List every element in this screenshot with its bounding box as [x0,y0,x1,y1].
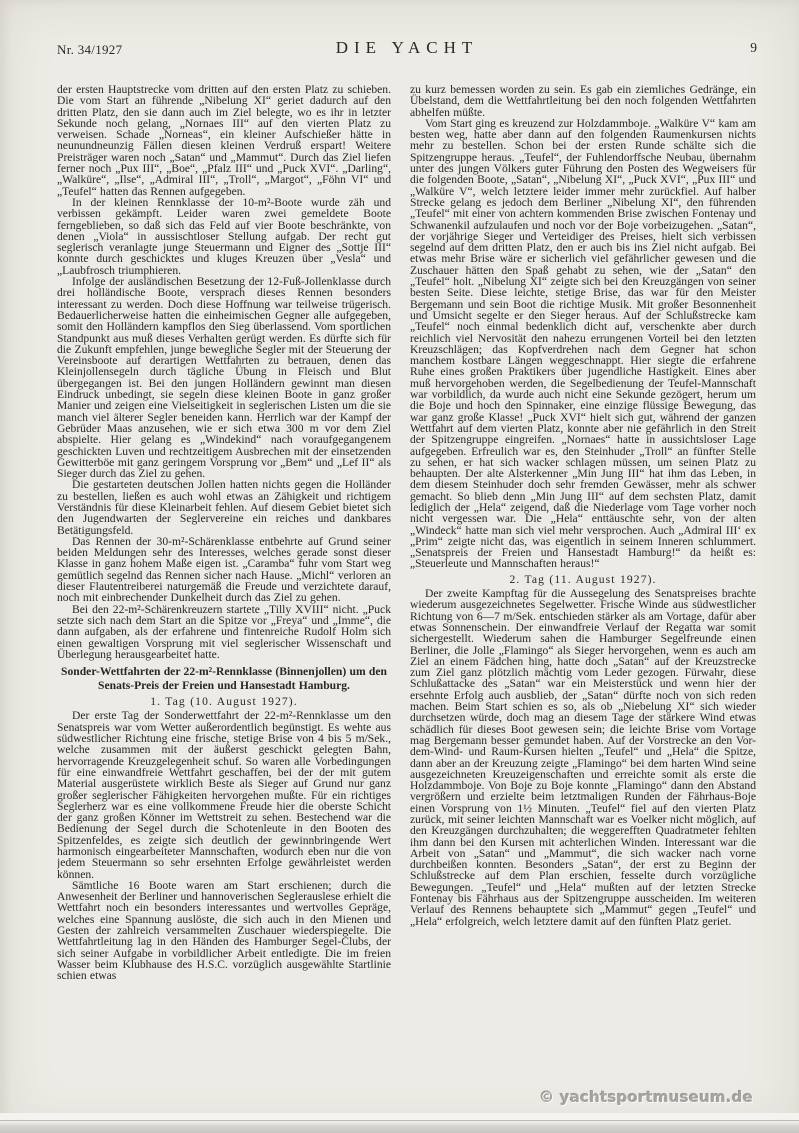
right-column [410,84,756,1059]
paragraph-day2-race-report: Der zweite Kampftag für die Aussegelung des Senatspreises brachte wiederum ausgezeichnetes Segelwetter. Frische Winde aus südwestlicher Richtung von 6—7 m/Sek. entschieden stärker als am Vortage, dafür aber etwas Sonnenschein. Der einwandfreie Verlauf der Regatta war somit sichergestellt. Wiederum sahen die Hamburger Segelfreunde einen Berliner, die Jolle „Flamingo“ als Sieger hervorgehen, wenn es auch am Ziel an einem Fädchen hing, hatte doch „Satan“ auf der Kreuzstrecke zum Ziel ganz plötzlich mächtig vom Leder gezogen. Fürwahr, diese Schlußattacke des „Satan“ war ein Meisterstück und wenn hier der ersehnte Erfolg auch ausblieb, der „Satan“ dürfte noch von sich reden machen. Beim Start schien es so, als ob „Niebelung XI“ sich wieder durchsetzen würde, doch mag an diesem Tage der stärkere Wind etwas schädlich für dieses Boot gewesen sein; die leichte Brise vom Vortage mag Bergemann besser gemundet haben. Auf der Vorstrecke an den Vor-dem-Wind- und Raum-Kursen hielten „Teufel“ und „Hela“ die Spitze, dann aber an der Kreuzung zeigte „Flamingo“ bei dem harten Wind seine ausgezeichneten Kreuzeigenschaften und erreichte somit als erste die Holzdammboje. Von Boje zu Boje konnte „Flamingo“ dann den Abstand vergrößern und erzielte beim letztmaligen Runden der Fährhaus-Boje einen Vorsprung von 1½ Minuten. „Teufel“ fiel auf den vierten Platz zurück, mit seiner leichten Mannschaft war es Voelker nicht möglich, auf den Kreuzgängen durchzuhalten; die weggerefften Quadratmeter fehlten ihm dann bei den Kursen mit achterlichen Winden. Interessant war die Arbeit von „Satan“ und „Mammut“, die sich wacker nach vorne durchbeißen konnten. Besonders „Satan“, der erst zu Beginn der Schlußstrecke auf dem Plan erschien, fesselte durch vorzügliche Bewegungen. „Teufel“ und „Hela“ mußten auf der letzten Strecke Fontenay bis Fährhaus aus der Spitzengruppe ausscheiden. Im weiteren Verlauf des Rennens behauptete sich „Mammut“ gegen „Teufel“ und „Hela“ erfolgreich, welch letztere damit auf den fünften Platz geriet. [410,587,756,928]
watermark: © yachtsportmuseum.de [539,1088,753,1106]
paragraph-30m2-class: Das Rennen der 30-m²-Schärenklasse entbehrte auf Grund seiner beiden Meldungen sehr des Interesses, welches gerade sonst dieser Klasse in ganz hohem Maße eigen ist. „Caramba“ fuhr vom Start weg gemütlich segelnd das Rennen sicher nach Hause. „Michl“ verloren an dieser Flautentreiberei naturgemäß die Freude und verzichtete darauf, noch mit einbrechender Dunkelheit durch das Ziel zu gehen. [57,534,391,605]
scan-edge-white-strip [0,1113,799,1120]
page-header [57,38,757,60]
paragraph-german-dinghies: Die gestarteten deutschen Jollen hatten nichts gegen die Holländer zu bestellen, ließen es auch wohl etwas an Zähigkeit und richtigem Verständnis für diese Kleinarbeit fehlen. Auf diesem Gebiet bietet sich den Jugendwarten der Seglervereine ein reiches und dankbares Betätigungsfeld. [57,478,391,537]
paragraph-22m2-cruisers: Bei den 22-m²-Schärenkreuzern startete „Tilly XVIII“ nicht. „Puck setzte sich nach dem Start an die Spitze vor „Freya“ und „Imme“, die dann aufgaben, als der erfahrene und fintenreiche Rudolf Holm sich einen gewaltigen Vorsprung mit viel seglerischer Wissenschaft und Überlegung herausgearbeitet hatte. [57,602,391,661]
day2-heading: 2. Tag (11. August 1927). [509,572,657,586]
magazine-title: DIE YACHT [335,38,479,57]
paragraph-10m2-class: In der kleinen Rennklasse der 10-m²-Boote wurde zäh und verbissen gekämpft. Leider waren zwei gemeldete Boote ferngeblieben, so daß sich das Feld auf vier Boote beschränkte, von denen „Viola“ in aussischtloser Stellung aufgab. Der recht gut seglerisch veranlagte junge Steuermann und Eigner des „Sottje III“ konnte durch geschicktes und kluges Kreuzen über „Vesla“ und „Laubfrosch triumphieren. [57,195,391,277]
page-number: 9 [750,40,757,55]
issue-number: Nr. 34/1927 [57,42,123,57]
left-column [57,84,391,1059]
paragraph-day1-start: Sämtliche 16 Boote waren am Start erschienen; durch die Anwesenheit der Berliner und hannoverischen Seglerauslese erhielt die Wettfahrt noch ein besonders interessantes und wertvolles Gepräge, welches eine Spannung auslöste, die sich auch in den Mienen und Gesten der zahlreich versammelten Zuschauer wiederspiegelte. Die Wettfahrtleitung lag in den Händen des Hamburger Segel-Clubs, der sich seiner Aufgabe in vorbildlicher Arbeit entledigte. Die im freien Wasser beim Klubhause des H.S.C. vorzüglich ausgewählte Startlinie schien etwas [57,878,391,983]
day1-heading: 1. Tag (10. August 1927). [150,695,298,709]
section-heading-senats-preis: Sonder-Wettfahrten der 22-m²-Rennklasse (Binnenjollen) um den Senats-Preis der Freien und Hansestadt Hamburg. [61,665,387,692]
scan-edge-bottom [0,1120,799,1133]
paragraph-day1-weather: Der erste Tag der Sonderwettfahrt der 22-m²-Rennklasse um den Senatspreis war vom Wetter außerordentlich begünstigt. Es wehte aus südwestlicher Richtung eine frische, stetige Brise von 4 bis 5 m/Sek., welche zusammen mit der äußerst geschickt gelegten Bahn, hervorragende Kreuzgelegenheit schuf. So waren alle Vorbedingungen für eine einwandfreie Wettfahrt geschaffen, bei der der mit gutem Material ausgerüstete wirklich Beste als Sieger auf Grund nur ganz großer seglerischer Fähigkeiten hervorgehen mußte. Für ein richtiges Seglerherz war es eine vollkommene Freude hier die oberste Schicht der ganz großen Könner im Wettstreit zu sehen. Bestechend war die Bedienung der Segel durch die Schotenleute in den Booten des Spitzenfeldes, es zeigte sich deutlich der gewinnbringende Wert harmonisch eingearbeiteter Mannschaften, wodurch eben nur die von jedem Steuermann so sehr ersehnten Erfolge gewährleistet werden können. [57,709,391,881]
paragraph-day1-race-report: Vom Start ging es kreuzend zur Holzdammboje. „Walküre V“ kam am besten weg, hatte aber dann auf den folgenden Raumenkursen nichts mehr zu bestellen. Schon bei der ersten Runde schälte sich die Spitzengruppe heraus. „Teufel“, der Fuhlendorffsche Neubau, übernahm unter des jungen Völkers guter Führung den Posten des Wegweisers für die folgenden Boote, „Satan“, „Nibelung XI“, „Puck XVI“, „Pux III“ und „Walküre V“, welch letztere leider immer mehr zurückfiel. Auf halber Strecke gelang es jedoch dem Berliner „Nibelung XI“, den führenden „Teufel“ mit einer von achtern kommenden Brise zwischen Fontenay und Schwanenkil aufzulaufen und noch vor der Boje vorbeizugehen. „Satan“, der vorjährige Sieger und Verteidiger des Preises, hielt sich verbissen segelnd auf dem dritten Platz, den er auch bis ins Ziel nicht aufgab. Bei etwas mehr Brise wäre er sicherlich viel gefährlicher gewesen und die Zuschauer hätten den Spaß gehabt zu sehen, wie der „Satan“ den „Teufel“ holt. „Nibelung XI“ zeigte sich bei den Kreuzgängen von seiner besten Seite. Diese leichte, stetige Brise, das war für den Meister Bergemann und sein Boot die richtige Musik. Mit großer Besonnenheit und Umsicht segelte er den Sieger heraus. Auf der Schlußstrecke kam „Teufel“ noch einmal bedenklich dicht auf, verschenkte aber durch reichlich viel Nervosität den nahezu errungenen Vorteil bei den letzten Kreuzschlägen; das Kopfverdrehen nach dem Gegner hat schon manchem kostbare Längen weggeschnappt. Hier siegte die erfahrene Ruhe eines großen Praktikers über jugendliche Hastigkeit. Eines aber muß hervorgehoben werden, die Segelbedienung der Teufel-Mannschaft war vorbildlich, da wurde auch nicht eine Sekunde gezögert, herum um die Boje und hoch den Spinnaker, eine einzige flüssige Bewegung, das war ganz große Klasse! „Puck XVI“ hielt sich gut, während der ganzen Wettfahrt auf dem vierten Platz, konnte aber nie gefährlich in den Streit der Spitzengruppe eingreifen. „Nornaes“ hatte in aussichtsloser Lage aufgegeben. Erfreulich war es, den Steinhuder „Troll“ an fünfter Stelle zu sehen, er hat sich wacker schlagen müssen, um seinen Platz zu behaupten. Der alte Alsterkenner „Min Jung III“ hat ihm das Leben, in dem diesem Steinhuder doch sehr fremden Gewässer, mehr als schwer gemacht. So blieb denn „Min Jung III“ auf dem sechsten Platz, damit lediglich der „Hela“ zeigend, daß die Niederlage vom Tage vorher noch nicht vergessen war. Die „Hela“ enttäuschte sehr, von der alten „Windeck“ hatte man sich viel mehr versprochen. Auch „Admiral III‘ ex „Prim“ zeigte nicht das, was eigentlich in seinem Inneren schlummert. „Senatspreis der Freien und Hansestadt Hamburg!“ da heißt es: „Steuerleute und Mannschaften heraus!“ [410,116,756,571]
paragraph-12ft-dinghy-class: Infolge der ausländischen Besetzung der 12-Fuß-Jollenklasse durch drei holländische Boote, versprach dieses Rennen besonders interessant zu werden. Doch diese Hoffnung war teilweise trügerisch. Bedauerlicherweise hatten die einheimischen Gegner alle aufgegeben, somit den Holländern kampflos den Sieg überlassend. Vom sportlichen Standpunkt aus muß dieses Verhalten gerügt werden. Es dürfte sich für die Zukunft empfehlen, junge bewegliche Segler mit der Steuerung der Vereinsboote auf derartigen Wettfahrten zu betrauen, denen das Kleinjollensegeln durch tägliche Übung in Fleisch und Blut übergegangen ist. Bei den jungen Holländern gewinnt man diesen Eindruck unbedingt, sie segeln diese kleinen Boote in ganz großer Manier und zeigen eine Vielseitigkeit in seglerischen Listen um die sie manch viel älterer Segler beneiden kann. Herrlich war der Kampf der Gebrüder Maas anzusehen, wie er sich etwa 300 m vor dem Ziel abspielte. Hier gelang es „Windekind“ nach voraufgegangenem geschickten Luven und rechtzeitigem Ausbrechen mit der einsetzenden Gewitterböe mit ganz geringem Vorsprung vor „Bem“ und „Lef II“ als Sieger durch das Ziel zu gehen. [57,275,391,481]
paragraph-race-results: der ersten Hauptstrecke vom dritten auf den ersten Platz zu schieben. Die vom Start an führende „Nibelung XI“ geriet dadurch auf den dritten Platz, den sie dann auch im Ziel belegte, wo es ihr in letzter Sekunde noch gelang, „Nornaes III“ auf den vierten Platz zu verweisen. Schade „Norneas“, ein kleiner Aufschießer hätte in neunundneunzig Fällen diesen kleinen Verdruß erspart! Weitere Preisträger waren noch „Satan“ und „Mammut“. Durch das Ziel liefen ferner noch „Pux III“, „Boe“, „Pfalz III“ und „Puck XVI“. „Darling“, „Walküre“, „Ilse“, „Admiral III“, „Troll“, „Margot“, „Föhn VI“ und „Teufel“ hatten das Rennen aufgegeben. [57,84,391,198]
paragraph-startline-continuation: zu kurz bemessen worden zu sein. Es gab ein ziemliches Gedränge, ein Übelstand, dem die Wettfahrtleitung bei den noch folgenden Wettfahrten abhelfen müßte. [410,84,756,119]
